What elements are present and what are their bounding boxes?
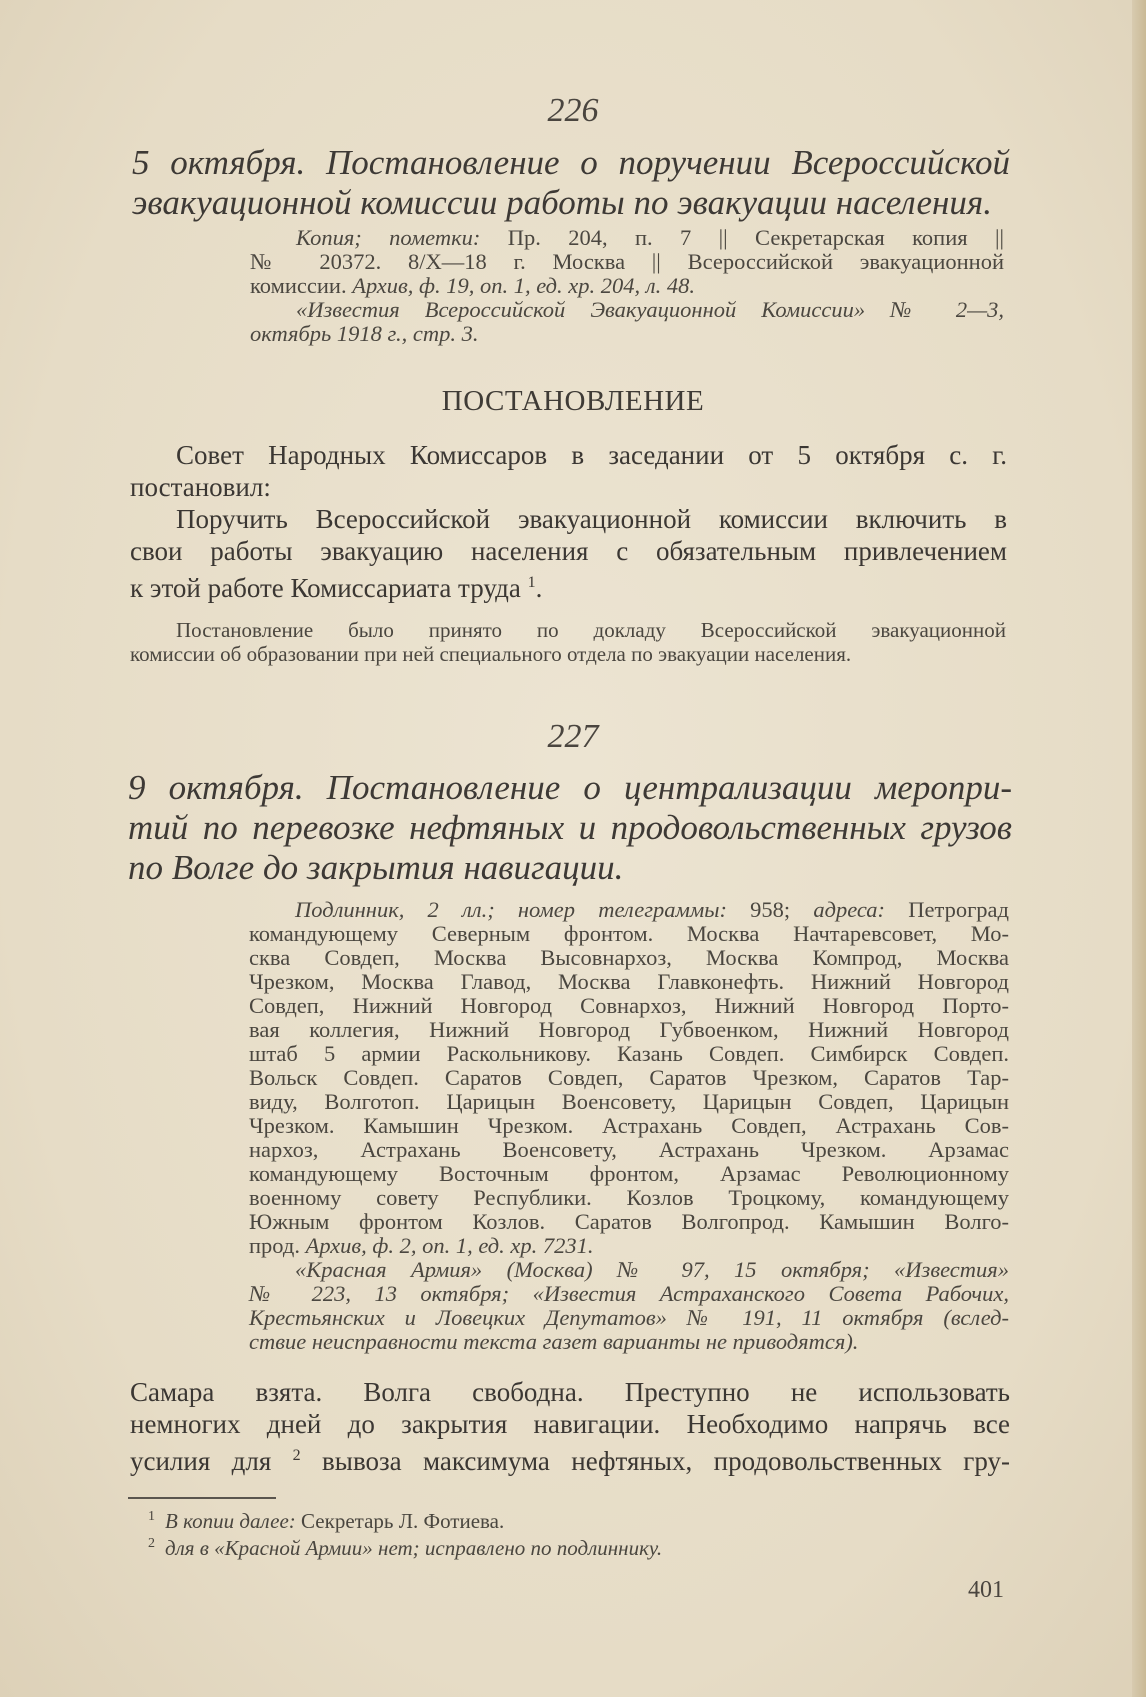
source-line: Копия; пометки: Пр. 204, п. 7 || Секретарская копия ||: [296, 225, 1004, 250]
source-line: виду, Волготоп. Царицын Военсовету, Царицын Совдеп, Царицын: [249, 1089, 1009, 1114]
body-line: к этой работе Комиссариата труда $^1$.: [130, 573, 543, 603]
page-spine-edge: [1132, 0, 1146, 1697]
footnote-1: $^1$ В копии далее: Секретарь Л. Фотиева.: [148, 1509, 505, 1533]
note-line: Постановление было принято по докладу Всероссийской эвакуационной: [176, 618, 1006, 642]
document-title: ПОСТАНОВЛЕНИЕ: [441, 385, 705, 417]
footnote-2: $^2$ для в «Красной Армии» нет; исправлено по подлиннику.: [148, 1536, 663, 1560]
heading-line: тий по перевозке нефтяных и продовольственных грузов: [128, 808, 1012, 847]
heading-line: 9 октября. Постановление о централизации меропри-: [128, 768, 1012, 807]
body-line: Совет Народных Комиссаров в заседании от 5 октября с. г.: [176, 440, 1007, 470]
publication-line: Крестьянских и Ловецких Депутатов» № 191, 11 октября (вслед-: [249, 1305, 1009, 1330]
note-line: комиссии об образовании при ней специального отдела по эвакуации населения.: [130, 642, 852, 666]
source-note-227: [249, 898, 1009, 1354]
footnote-separator: [128, 1497, 276, 1499]
source-line: Совдеп, Нижний Новгород Совнархоз, Нижний Новгород Порто-: [249, 993, 1009, 1018]
publication-line: «Красная Армия» (Москва) № 97, 15 октября; «Известия»: [295, 1257, 1009, 1282]
source-line: Чрезком, Москва Главод, Москва Главконефть. Нижний Новгород: [249, 969, 1009, 994]
page-number: 401: [968, 1577, 1004, 1603]
publication-line: «Известия Всероссийской Эвакуационной Комиссии» № 2—3,: [296, 297, 1004, 322]
heading-line: по Волге до закрытия навигации.: [128, 848, 624, 887]
publication-line: октябрь 1918 г., стр. 3.: [250, 321, 479, 346]
heading-line: эвакуационной комиссии работы по эвакуации населения.: [132, 183, 992, 222]
body-line: постановил:: [130, 472, 271, 502]
body-line: немногих дней до закрытия навигации. Необходимо напрячь все: [130, 1409, 1010, 1439]
publication-line: № 223, 13 октября; «Известия Астраханского Совета Рабочих,: [249, 1281, 1009, 1306]
source-line: комиссии. Архив, ф. 19, оп. 1, ед. хр. 204, л. 48.: [250, 273, 695, 298]
document-heading-227: [128, 768, 1012, 888]
source-line: Подлинник, 2 лл.; номер телеграммы: 958; адреса: Петроград: [295, 897, 1009, 922]
source-note-226: [250, 226, 1004, 346]
footnote-marker: 2: [148, 1536, 155, 1551]
source-line: сква Совдеп, Москва Высовнархоз, Москва Компрод, Москва: [249, 945, 1009, 970]
source-line: Южным фронтом Козлов. Саратов Волгопрод. Камышин Волго-: [249, 1209, 1009, 1234]
heading-line: 5 октября. Постановление о поручении Всероссийской: [132, 143, 1010, 182]
source-line: штаб 5 армии Раскольникову. Казань Совдеп. Симбирск Совдеп.: [249, 1041, 1009, 1066]
editorial-note-226: [130, 618, 1006, 666]
source-line: вая коллегия, Нижний Новгород Губвоенком, Нижний Новгород: [249, 1017, 1009, 1042]
archive-reference: Архив, ф. 19, оп. 1, ед. хр. 204, л. 48.: [352, 273, 695, 298]
source-line: военному совету Республики. Козлов Троцкому, командующему: [249, 1185, 1009, 1210]
footnote-marker: 1: [148, 1509, 155, 1524]
publication-line: ствие неисправности текста газет варианты не приводятся).: [249, 1329, 859, 1354]
body-line: Самара взята. Волга свободна. Преступно не использовать: [130, 1377, 1010, 1407]
source-line: командующему Восточным фронтом, Арзамас Революционному: [249, 1161, 1009, 1186]
body-line: Поручить Всероссийской эвакуационной комиссии включить в: [176, 504, 1007, 534]
body-line: усилия для $^2$ вывоза максимума нефтяных, продовольственных гру-: [130, 1446, 1011, 1476]
telegram-text-227: [130, 1376, 1010, 1477]
source-line: нархоз, Астрахань Военсовету, Астрахань Чрезком. Арзамас: [249, 1137, 1009, 1162]
footnote-marker: 1: [527, 574, 536, 591]
body-line: свои работы эвакуацию населения с обязательным привлечением: [130, 536, 1007, 566]
source-line: Чрезком. Камышин Чрезком. Астрахань Совдеп, Астрахань Сов-: [249, 1113, 1009, 1138]
source-line: прод. Архив, ф. 2, оп. 1, ед. хр. 7231.: [249, 1233, 594, 1258]
resolution-text-226: [130, 439, 1007, 604]
document-number-227: 227: [547, 718, 599, 755]
footnote-marker: 2: [292, 1447, 301, 1464]
document-number-226: 226: [547, 92, 599, 129]
document-heading-226: [132, 143, 1010, 223]
source-line: Вольск Совдеп. Саратов Совдеп, Саратов Чрезком, Саратов Тар-: [249, 1065, 1009, 1090]
source-line: командующему Северным фронтом. Москва Начтаревсовет, Мо-: [249, 921, 1009, 946]
source-line: № 20372. 8/X—18 г. Москва || Всероссийской эвакуационной: [250, 249, 1004, 274]
archive-reference: Архив, ф. 2, оп. 1, ед. хр. 7231.: [305, 1233, 594, 1258]
